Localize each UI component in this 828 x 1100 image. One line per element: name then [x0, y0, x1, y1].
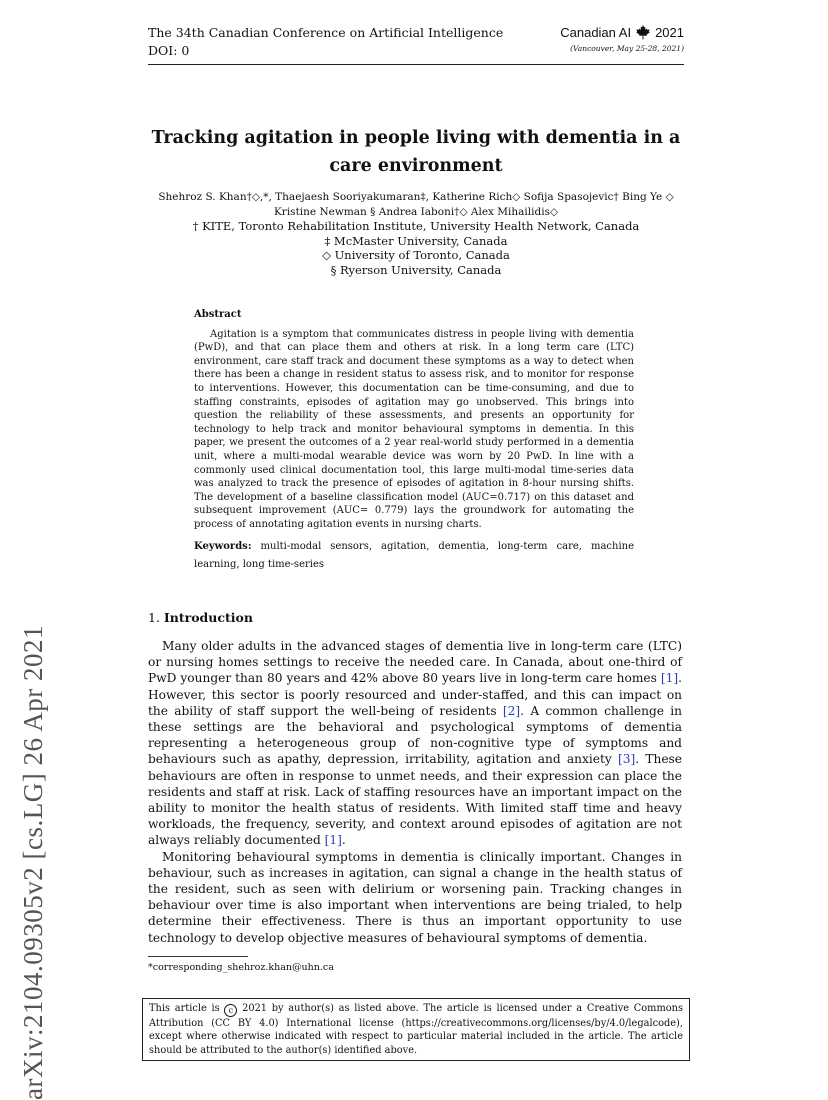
- section-title: Introduction: [163, 610, 253, 625]
- author-list: [148, 190, 684, 220]
- affiliation-ryerson: § Ryerson University, Canada: [330, 262, 502, 277]
- logo-text: Canadian AI: [560, 24, 632, 40]
- paragraph: [148, 638, 682, 849]
- section-heading: [148, 610, 253, 625]
- doi: DOI: 0: [148, 43, 190, 58]
- text-run: Many older adults in the advanced stages of dementia live in long-term care (LTC) or nursing homes settings to receive the needed care. In Canada, about one-third of PwD younger than 80 years and 42% above 80 years live in long-term care homes: [148, 639, 682, 686]
- citation-link[interactable]: [1]: [324, 833, 342, 848]
- paper-title: Tracking agitation in people living with dementia in a care environment: [151, 128, 681, 176]
- conference-name: The 34th Canadian Conference on Artificial Intelligence: [148, 25, 504, 40]
- paragraph: Monitoring behavioural symptoms in dementia is clinically important. Changes in behaviour, such as increases in agitation, can signal a change in the health status of the resident, such as seen with delirium or worsening pain. Tracking changes in behaviour over time is also important when interventions are being trialed, to help determine their effectiveness. There is thus an important opportunity to use technology to develop objective measures of behavioural symptoms of dementia.: [148, 849, 682, 945]
- citation-link[interactable]: [2]: [502, 703, 521, 718]
- citation-link[interactable]: [1]: [660, 671, 679, 686]
- introduction-body: [148, 638, 682, 946]
- authors-line-1: Shehroz S. Khan†◇,*, Thaejaesh Sooriyakumaran‡, Katherine Rich◇ Sofija Spasojevic† Bing Ye ◇: [158, 191, 674, 203]
- authors-line-2: Kristine Newman § Andrea Iaboni†◇ Alex Mihailidis◇: [273, 206, 559, 218]
- section-number: 1.: [148, 610, 160, 625]
- maple-leaf-icon: [635, 24, 651, 40]
- text-run: . These behaviours are often in response to unmet needs, and their expression can place the residents and staff at risk. Lack of staffing resources have an important impact on the ability to monitor the health status of residents. With limited staff time and heavy workloads, the frequency, severity, and context around episodes of agitation are not always reliably documented: [148, 752, 682, 848]
- license-notice: [142, 998, 690, 1061]
- running-header: [148, 24, 503, 60]
- affiliation-toronto: ◇ University of Toronto, Canada: [322, 248, 510, 262]
- logo-year: 2021: [655, 24, 684, 40]
- venue-dates: (Vancouver, May 25-28, 2021): [570, 44, 684, 53]
- text-run: 2021 by author(s) as listed above. The article is licensed under a Creative Commons Attribution (CC BY 4.0) International license (https://creativecommons.org/licenses/by/4.0/legalcode), except where otherwise indicated with respect to particular material included in the article. The article should be attributed to the author(s) identified above.: [149, 1003, 683, 1056]
- copyright-icon: c: [224, 1004, 237, 1017]
- text-run: .: [341, 833, 346, 848]
- text-run: This article is: [149, 1003, 225, 1014]
- text-run: . A common challenge in these settings are the behavioral and psychological symptoms of dementia representing a heterogeneous group of non-cognitive type of symptoms and behaviours such as apathy, depression, irritability, agitation and anxiety: [148, 703, 682, 767]
- text-run: . However, this sector is poorly resourced and under-staffed, and this can impact on the ability of staff support the well-being of residents: [148, 671, 682, 718]
- keywords-label: Keywords:: [194, 540, 252, 552]
- arxiv-identifier: arXiv:2104.09305v2 [cs.LG] 26 Apr 2021: [18, 625, 48, 1100]
- affiliation-kite: † KITE, Toronto Rehabilitation Institute, University Health Network, Canada: [192, 219, 640, 233]
- conference-logo: [560, 24, 684, 53]
- keywords-list: multi-modal sensors, agitation, dementia, long-term care, machine learning, long time-series: [194, 540, 635, 570]
- citation-link[interactable]: [3]: [617, 752, 636, 767]
- header-divider: [148, 64, 684, 65]
- abstract-heading: Abstract: [194, 309, 242, 320]
- abstract-text: Agitation is a symptom that communicates distress in people living with dementia (PwD), and that can place them and others at risk. In a long term care (LTC) environment, care staff track and document these symptoms as a way to detect when there has been a change in resident status to assess risk, and to monitor for response to interventions. However, this documentation can be time-consuming, and due to staffing constraints, episodes of agitation may go unobserved. This brings into question the reliability of these assessments, and presents an opportunity for technology to help track and monitor behavioural symptoms in dementia. In this paper, we present the outcomes of a 2 year real-world study performed in a dementia unit, where a multi-modal wearable device was worn by 20 PwD. In line with a commonly used clinical documentation tool, this large multi-modal time-series data was analyzed to track the presence of episodes of agitation in 8-hour nursing shifts. The development of a baseline classification model (AUC=0.717) on this dataset and subsequent improvement (AUC= 0.779) lays the groundwork for automating the process of annotating agitation events in nursing charts.: [194, 328, 634, 530]
- footnote: *corresponding_shehroz.khan@uhn.ca: [148, 962, 334, 973]
- affiliation-mcmaster: ‡ McMaster University, Canada: [324, 233, 508, 248]
- abstract: [194, 308, 634, 574]
- keywords: [194, 538, 634, 574]
- affiliations: [148, 219, 684, 277]
- footnote-divider: [148, 956, 248, 957]
